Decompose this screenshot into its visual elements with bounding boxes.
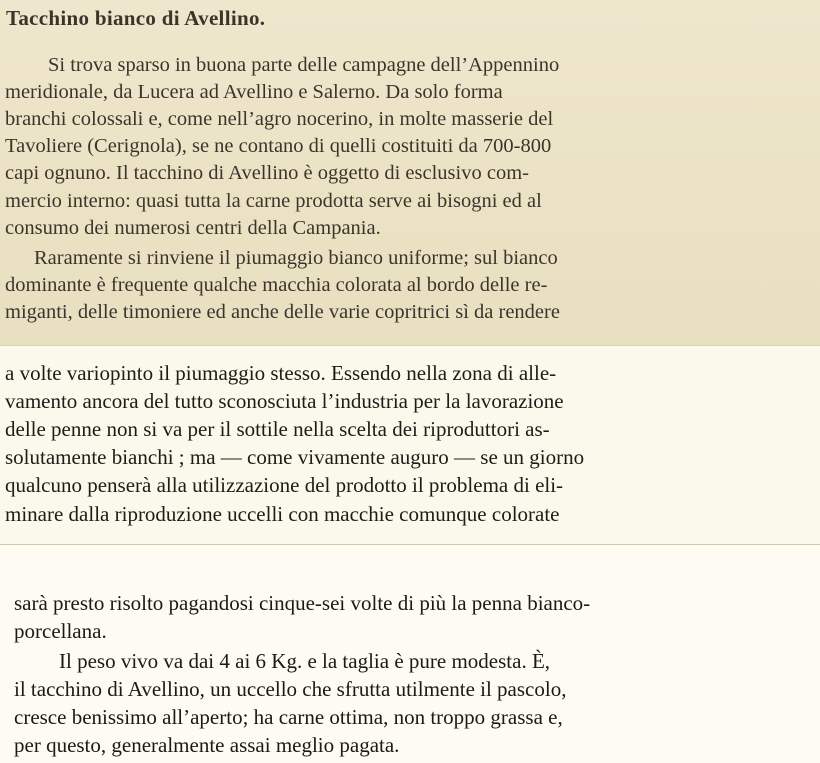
text-line: capi ognuno. Il tacchino di Avellino è oggetto di esclusivo com- (5, 162, 529, 184)
text-line: Si trova sparso in buona parte delle campagne dell’Appennino (48, 54, 560, 76)
text-line: delle penne non si va per il sottile nella scelta dei riproduttori as- (5, 417, 550, 441)
text-line: mercio interno: quasi tutta la carne prodotta serve ai bisogni ed al (5, 190, 542, 212)
text-line: Il peso vivo va dai 4 ai 6 Kg. e la taglia è pure modesta. È, (59, 649, 551, 673)
text-line: branchi colossali e, come nell’agro nocerino, in molte masserie del (5, 108, 554, 130)
text-line: sarà presto risolto pagandosi cinque-sei volte di più la penna bianco- (14, 591, 591, 615)
page-scan-strip-middle (0, 345, 820, 545)
text-line: porcellana. (14, 619, 107, 643)
text-line: cresce benissimo all’aperto; ha carne ottima, non troppo grassa e, (14, 705, 563, 729)
text-line: Tavoliere (Cerignola), se ne contano di quelli costituiti da 700-800 (5, 135, 552, 157)
text-line: qualcuno penserà alla utilizzazione del prodotto il problema di eli- (5, 473, 564, 497)
text-line: Raramente si rinviene il piumaggio bianco uniforme; sul bianco (34, 247, 558, 269)
text-line: minare dalla riproduzione uccelli con macchie comunque colorate (5, 502, 560, 526)
section-title: Tacchino bianco di Avellino. (6, 6, 266, 30)
text-line: meridionale, da Lucera ad Avellino e Salerno. Da solo forma (5, 81, 503, 103)
text-line: consumo dei numerosi centri della Campania. (5, 217, 381, 239)
text-line: per questo, generalmente assai meglio pagata. (14, 733, 400, 757)
text-line: il tacchino di Avellino, un uccello che sfrutta utilmente il pascolo, (14, 677, 567, 701)
text-line: a volte variopinto il piumaggio stesso. Essendo nella zona di alle- (5, 361, 557, 385)
text-line: dominante è frequente qualche macchia colorata al bordo delle re- (5, 274, 548, 296)
text-line: solutamente bianchi ; ma — come vivamente auguro — se un giorno (5, 445, 585, 469)
text-line: miganti, delle timoniere ed anche delle varie copritrici sì da rendere (5, 301, 560, 323)
page-scan-strip-top (0, 0, 820, 345)
text-line: vamento ancora del tutto sconosciuta l’industria per la lavorazione (5, 389, 564, 413)
page-scan-strip-bottom (0, 545, 820, 763)
